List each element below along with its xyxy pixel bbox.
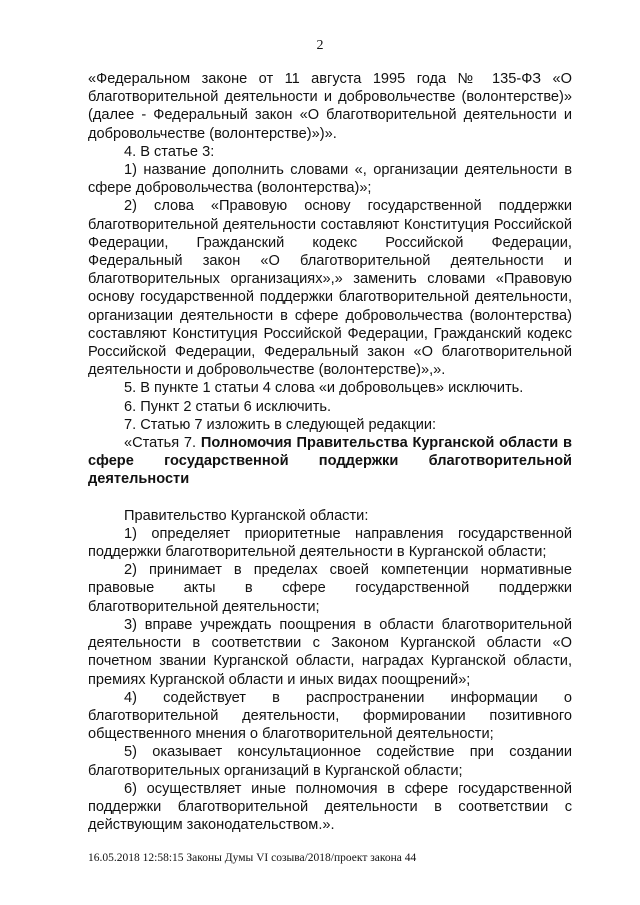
paragraph-article-3-intro: 4. В статье 3: bbox=[124, 143, 215, 160]
powers-intro: Правительство Курганской области: bbox=[124, 507, 369, 524]
power-item-1: 1) определяет приоритетные направления государственной поддержки благотворительной деятельности в Курганской области; bbox=[88, 525, 572, 561]
paragraph-item-6: 6. Пункт 2 статьи 6 исключить. bbox=[124, 398, 332, 415]
article-heading bbox=[88, 434, 572, 489]
power-item-6: 6) осуществляет иные полномочия в сфере государственной поддержки благотворительной деятельности в соответствии с действующим законодательством.». bbox=[88, 780, 572, 834]
paragraph-law-reference: «Федеральном законе от 11 августа 1995 года № 135-ФЗ «О благотворительной деятельности и добровольчестве (волонтерстве)» (далее - Федеральный закон «О благотворительной деятельности и добровольчестве (волонтерстве)»)». bbox=[88, 71, 572, 142]
power-item-2: 2) принимает в пределах своей компетенции нормативные правовые акты в сфере государственной поддержки благотворительной деятельности; bbox=[88, 562, 572, 615]
article-title: Полномочия Правительства Курганской области в сфере государственной поддержки благотворительной деятельности bbox=[88, 435, 572, 488]
power-item-3: 3) вправе учреждать поощрения в области благотворительной деятельности в соответствии с Законом Курганской области «О почетном звании Курганской области, наградах Курганской области, премиях Курганской области и иных видах поощрений»; bbox=[88, 616, 572, 688]
paragraph-item-2: 2) слова «Правовую основу государственной поддержки благотворительной деятельности составляют Конституция Российской Федерации, Гражданский кодекс Российской Федерации, Федеральный закон «О благотворительной деятельности и благотворительных организациях»,» заменить словами «Правовую основу государственной поддержки благотворительной деятельности, организации деятельности в сфере добровольчества (волонтерства) составляют Конституция Российской Федерации, Гражданский кодекс Российской Федерации, Федеральный закон «О благотворительной деятельности и добровольчестве (волонтерстве)»,». bbox=[88, 198, 572, 379]
article-prefix: «Статья 7. bbox=[124, 435, 201, 452]
paragraph-item-5: 5. В пункте 1 статьи 4 слова «и добровольцев» исключить. bbox=[124, 380, 524, 397]
power-item-4: 4) содействует в распространении информации о благотворительной деятельности, формировании позитивного общественного мнения о благотворительной деятельности; bbox=[88, 689, 572, 743]
power-item-5: 5) оказывает консультационное содействие при создании благотворительных организаций в Курганской области; bbox=[88, 744, 572, 779]
page-number: 2 bbox=[316, 38, 324, 53]
footer-file-path: 16.05.2018 12:58:15 Законы Думы VI созыва/2018/проект закона 44 bbox=[88, 852, 417, 864]
paragraph-item-1: 1) название дополнить словами «, организации деятельности в сфере добровольчества (волонтерства)»; bbox=[88, 162, 572, 197]
document-body bbox=[88, 70, 572, 834]
paragraph-item-7: 7. Статью 7 изложить в следующей редакции: bbox=[124, 416, 437, 433]
